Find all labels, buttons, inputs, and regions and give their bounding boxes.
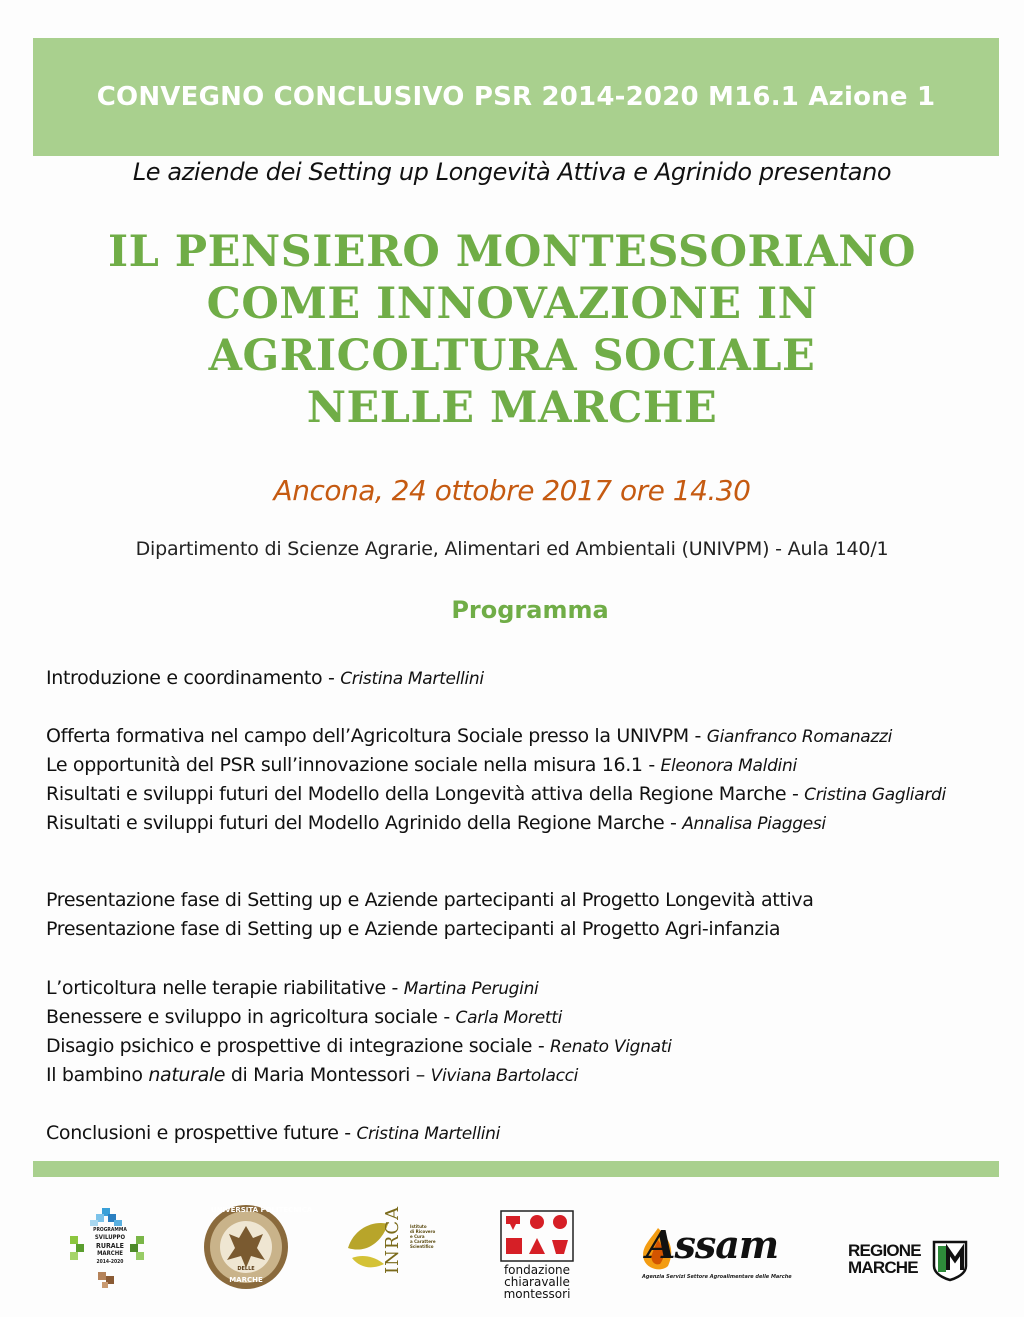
banner-title: CONVEGNO CONCLUSIVO PSR 2014-2020 M16.1 Azione 1 <box>96 82 936 112</box>
speaker-name: Annalisa Piaggesi <box>682 814 826 834</box>
program-item: Conclusioni e prospettive future - Cristina Martellini <box>46 1122 501 1144</box>
program-heading: Programma <box>451 596 609 624</box>
montessori-shapes-icon <box>500 1210 574 1262</box>
title-line: AGRICOLTURA SOCIALE <box>208 331 816 381</box>
univpm-seal-logo: UNIVERSITÀ POLITECNICA DELLE MARCHE <box>203 1204 289 1290</box>
main-title <box>0 226 1024 434</box>
title-line: COME INNOVAZIONE IN <box>206 279 818 329</box>
speaker-name: Cristina Martellini <box>356 1124 501 1144</box>
program-item: Presentazione fase di Setting up e Aziende partecipanti al Progetto Agri-infanzia <box>46 918 781 940</box>
program-item: Risultati e sviluppi futuri del Modello della Longevità attiva della Regione Marche - Cristina Gagliardi <box>46 783 946 805</box>
speaker-name: Carla Moretti <box>455 1008 563 1028</box>
speaker-name: Viviana Bartolacci <box>430 1066 579 1086</box>
program-item: Offerta formativa nel campo dell’Agricoltura Sociale presso la UNIVPM - Gianfranco Romanazzi <box>46 725 893 747</box>
program-item: Il bambino naturale di Maria Montessori – Viviana Bartolacci <box>46 1064 579 1086</box>
inrca-logo: INRCA Istituto di Ricovero e Cura a Carattere Scientifico <box>344 1214 440 1300</box>
speaker-name: Renato Vignati <box>550 1037 672 1057</box>
speaker-name: Cristina Gagliardi <box>804 785 946 805</box>
speaker-name: Gianfranco Romanazzi <box>706 727 893 747</box>
program-item: Risultati e sviluppi futuri del Modello Agrinido della Regione Marche - Annalisa Piaggesi <box>46 812 826 834</box>
footer-bar <box>33 1161 999 1177</box>
fondazione-montessori-logo: fondazione chiaravalle montessori <box>498 1210 578 1302</box>
program-item: Benessere e sviluppo in agricoltura sociale - Carla Moretti <box>46 1006 563 1028</box>
speaker-name: Martina Perugini <box>403 979 539 999</box>
program-item: Le opportunità del PSR sull’innovazione sociale nella misura 16.1 - Eleonora Maldini <box>46 754 797 776</box>
program-item: Introduzione e coordinamento - Cristina Martellini <box>46 667 484 689</box>
header-banner <box>33 38 999 156</box>
title-line: IL PENSIERO MONTESSORIANO <box>107 227 917 277</box>
program-item: Presentazione fase di Setting up e Aziende partecipanti al Progetto Longevità attiva <box>46 889 814 911</box>
regione-shield-icon <box>932 1240 968 1282</box>
title-line: NELLE MARCHE <box>306 383 718 433</box>
subtitle: Le aziende dei Setting up Longevità Attiva e Agrinido presentano <box>132 158 892 186</box>
event-date: Ancona, 24 ottobre 2017 ore 14.30 <box>273 474 751 507</box>
psr-marche-logo: PROGRAMMA SVILUPPO RURALE MARCHE 2014-2020 <box>66 1206 152 1290</box>
speaker-name: Eleonora Maldini <box>660 756 797 776</box>
regione-marche-logo: REGIONE MARCHE <box>848 1240 972 1286</box>
speaker-name: Cristina Martellini <box>340 669 484 689</box>
assam-logo: Assam Agenzia Servizi Settore Agroalimentare delle Marche <box>638 1226 786 1286</box>
sponsor-logos <box>0 1200 1024 1310</box>
program-item: Disagio psichico e prospettive di integrazione sociale - Renato Vignati <box>46 1035 672 1057</box>
program-item: L’orticoltura nelle terapie riabilitative - Martina Perugini <box>46 977 539 999</box>
event-venue: Dipartimento di Scienze Agrarie, Alimentari ed Ambientali (UNIVPM) - Aula 140/1 <box>135 538 889 560</box>
